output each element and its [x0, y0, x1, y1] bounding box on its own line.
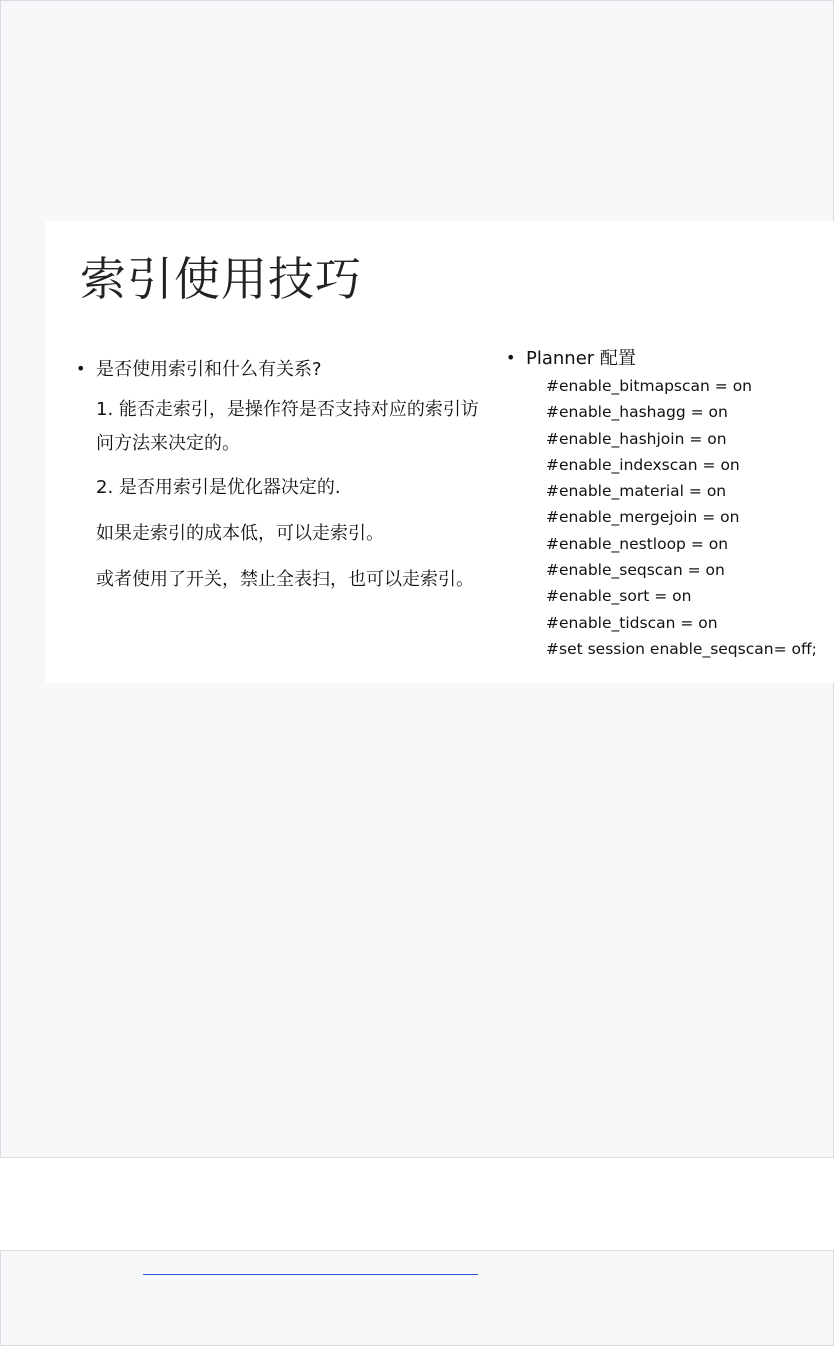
footer-link[interactable]: [143, 1273, 478, 1275]
bullet-icon: •: [506, 347, 516, 367]
config-line: #enable_seqscan = on: [546, 561, 725, 580]
bullet-icon: •: [76, 358, 86, 378]
bullet-text: 是否使用索引和什么有关系?: [96, 359, 322, 380]
paragraph: 问方法来决定的。: [96, 433, 240, 454]
paragraph: 如果走索引的成本低，可以走索引。: [96, 523, 384, 544]
config-line: #enable_nestloop = on: [546, 534, 729, 553]
config-line: #enable_sort = on: [546, 587, 692, 606]
right-column: [506, 345, 826, 662]
config-line: #enable_indexscan = on: [546, 455, 740, 474]
config-line: #enable_material = on: [546, 482, 727, 501]
paragraph: 1. 能否走索引，是操作符是否支持对应的索引访: [96, 399, 479, 420]
config-line: #set session enable_seqscan= off;: [546, 639, 817, 658]
paragraph: 或者使用了开关，禁止全表扫，也可以走索引。: [96, 569, 474, 590]
config-line: #enable_hashjoin = on: [546, 429, 727, 448]
left-column: [76, 356, 496, 597]
config-line: #enable_mergejoin = on: [546, 508, 740, 527]
bullet-item: [76, 356, 496, 380]
config-list: [546, 373, 826, 662]
bullet-item: [506, 345, 826, 369]
slide-image: [46, 221, 834, 683]
config-line: #enable_hashagg = on: [546, 403, 728, 422]
footer-panel: [0, 1250, 834, 1346]
paragraph: 2. 是否用索引是优化器决定的.: [96, 477, 341, 498]
bullet-text: Planner 配置: [526, 348, 636, 369]
slide-title: 索引使用技巧: [80, 252, 362, 306]
config-line: #enable_tidscan = on: [546, 613, 718, 632]
config-line: #enable_bitmapscan = on: [546, 377, 753, 395]
